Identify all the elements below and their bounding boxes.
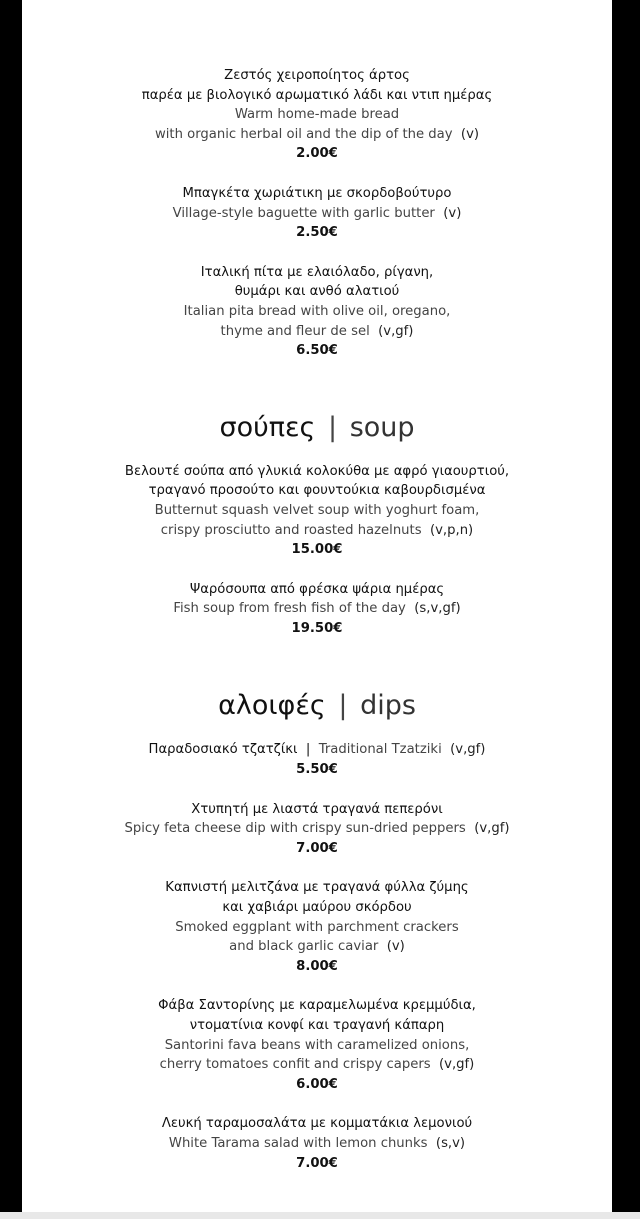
menu-item-line <box>22 740 612 760</box>
menu-item <box>22 740 612 779</box>
menu-item-tags: (s,v,gf) <box>414 601 461 617</box>
menu-item-greek-name: Χτυπητή με λιαστά τραγανά πεπερόνι <box>191 801 443 817</box>
menu-item-tags: (v,gf) <box>439 1057 475 1073</box>
menu-item-tags: (v,gf) <box>450 742 486 758</box>
section-title-english: soup <box>349 411 415 443</box>
menu-item-english-text: Village-style baguette with garlic butter <box>172 205 435 221</box>
menu-item-english-text: Smoked eggplant with parchment crackers <box>175 919 459 935</box>
menu-item-english-text: Warm home-made bread <box>234 107 400 123</box>
menu-item-greek-name: Ιταλική πίτα με ελαιόλαδο, ρίγανη, <box>200 264 434 280</box>
menu-item-english-text: and black garlic caviar <box>229 939 379 955</box>
menu-list <box>22 66 612 1193</box>
section-title <box>22 410 612 446</box>
menu-item-greek-name: θυμάρι και ανθό αλατιού <box>234 284 400 300</box>
menu-item-greek-name: Βελουτέ σούπα από γλυκιά κολοκύθα με αφρό γιαουρτιού, <box>124 463 510 479</box>
menu-item <box>22 800 612 859</box>
menu-item-english-name <box>22 1134 612 1154</box>
menu-item-greek-name: παρέα με βιολογικό αρωματικό λάδι και ντιπ ημέρας <box>141 87 493 103</box>
menu-item <box>22 66 612 164</box>
section-title-separator: | <box>338 690 348 722</box>
menu-item-english-text: crispy prosciutto and roasted hazelnuts <box>160 522 422 538</box>
menu-item-tags: (v,gf) <box>474 821 510 837</box>
menu-item-english-text: thyme and fleur de sel <box>220 323 370 339</box>
menu-item-greek-name: Φάβα Σαντορίνης με καραμελωμένα κρεμμύδια, <box>158 998 476 1014</box>
menu-item <box>22 878 612 976</box>
menu-item-greek-name: ντοματίνια κονφί και τραγανή κάπαρη <box>189 1018 445 1033</box>
section-title <box>22 688 612 724</box>
menu-page <box>22 0 612 1212</box>
menu-section <box>22 66 612 361</box>
menu-item-separator: | <box>305 742 311 758</box>
menu-item-english-name <box>22 521 612 541</box>
menu-item-greek-name: Μπαγκέτα χωριάτικη με σκορδοβούτυρο <box>182 185 452 201</box>
menu-item-english-name <box>22 1036 612 1056</box>
menu-item-english-name <box>22 599 612 619</box>
menu-item-english-name <box>22 125 612 145</box>
menu-item-greek-name: Παραδοσιακό τζατζίκι <box>148 742 298 758</box>
menu-item-price: 7.00€ <box>296 840 338 856</box>
menu-item-price: 15.00€ <box>291 542 343 558</box>
menu-item-english-name <box>22 937 612 957</box>
menu-item-english-name: Traditional Tzatziki <box>318 742 442 758</box>
menu-item <box>22 1114 612 1173</box>
menu-item-price: 7.00€ <box>296 1155 338 1171</box>
menu-item <box>22 462 612 560</box>
menu-item-english-name <box>22 918 612 938</box>
menu-item-tags: (v,p,n) <box>429 522 474 538</box>
menu-item <box>22 580 612 639</box>
menu-item <box>22 184 612 243</box>
menu-item-greek-name: τραγανό προσούτο και φουντούκια καβουρδισμένα <box>148 483 486 499</box>
menu-item-price: 2.50€ <box>296 225 338 241</box>
menu-item-tags: (s,v) <box>435 1135 466 1151</box>
section-title-english: dips <box>360 690 416 722</box>
menu-item-english-text: Italian pita bread with olive oil, oregano, <box>183 303 451 319</box>
menu-item-english-name <box>22 302 612 322</box>
menu-item-price: 19.50€ <box>291 620 343 636</box>
section-title-greek: αλοιφές <box>218 690 326 722</box>
menu-item-english-name <box>22 105 612 125</box>
menu-item-english-text: Butternut squash velvet soup with yoghurt foam, <box>154 502 480 518</box>
menu-item-english-text: Santorini fava beans with caramelized onions, <box>164 1037 470 1053</box>
menu-item-english-name <box>22 322 612 342</box>
menu-item-greek-name: Ζεστός χειροποίητος άρτος <box>224 68 410 83</box>
menu-item-english-name <box>22 1055 612 1075</box>
menu-item-english-name <box>22 819 612 839</box>
menu-item-greek-name: Λευκή ταραμοσαλάτα με κομματάκια λεμονιού <box>161 1116 473 1132</box>
menu-item-tags: (v) <box>443 205 462 221</box>
menu-item-tags: (v) <box>386 939 405 955</box>
menu-item-price: 5.50€ <box>296 762 338 778</box>
menu-item-english-text: with organic herbal oil and the dip of the day <box>154 126 453 142</box>
menu-item-tags: (v,gf) <box>378 323 414 339</box>
section-title-separator: | <box>328 411 338 443</box>
menu-item <box>22 263 612 361</box>
menu-item-english-text: cherry tomatoes confit and crispy capers <box>159 1057 431 1073</box>
menu-item-english-name <box>22 501 612 521</box>
menu-item-greek-name: και χαβιάρι μαύρου σκόρδου <box>222 900 412 916</box>
menu-item-greek-name: Καπνιστή μελιτζάνα με τραγανά φύλλα ζύμης <box>165 880 469 896</box>
menu-item-tags: (v) <box>460 126 480 142</box>
menu-item-english-name <box>22 204 612 224</box>
bottom-edge <box>0 1212 640 1219</box>
menu-section <box>22 410 612 639</box>
menu-item-greek-name: Ψαρόσουπα από φρέσκα ψάρια ημέρας <box>189 581 445 597</box>
menu-item <box>22 996 612 1094</box>
section-title-greek: σούπες <box>219 411 316 443</box>
menu-section <box>22 688 612 1173</box>
menu-item-price: 2.00€ <box>296 146 338 162</box>
menu-item-english-text: Spicy feta cheese dip with crispy sun-dried peppers <box>124 821 466 837</box>
menu-item-english-text: Fish soup from fresh fish of the day <box>173 601 406 617</box>
menu-item-english-text: White Tarama salad with lemon chunks <box>168 1135 428 1151</box>
menu-item-price: 6.00€ <box>296 1076 338 1092</box>
menu-item-price: 8.00€ <box>296 958 338 974</box>
menu-item-price: 6.50€ <box>296 343 338 359</box>
